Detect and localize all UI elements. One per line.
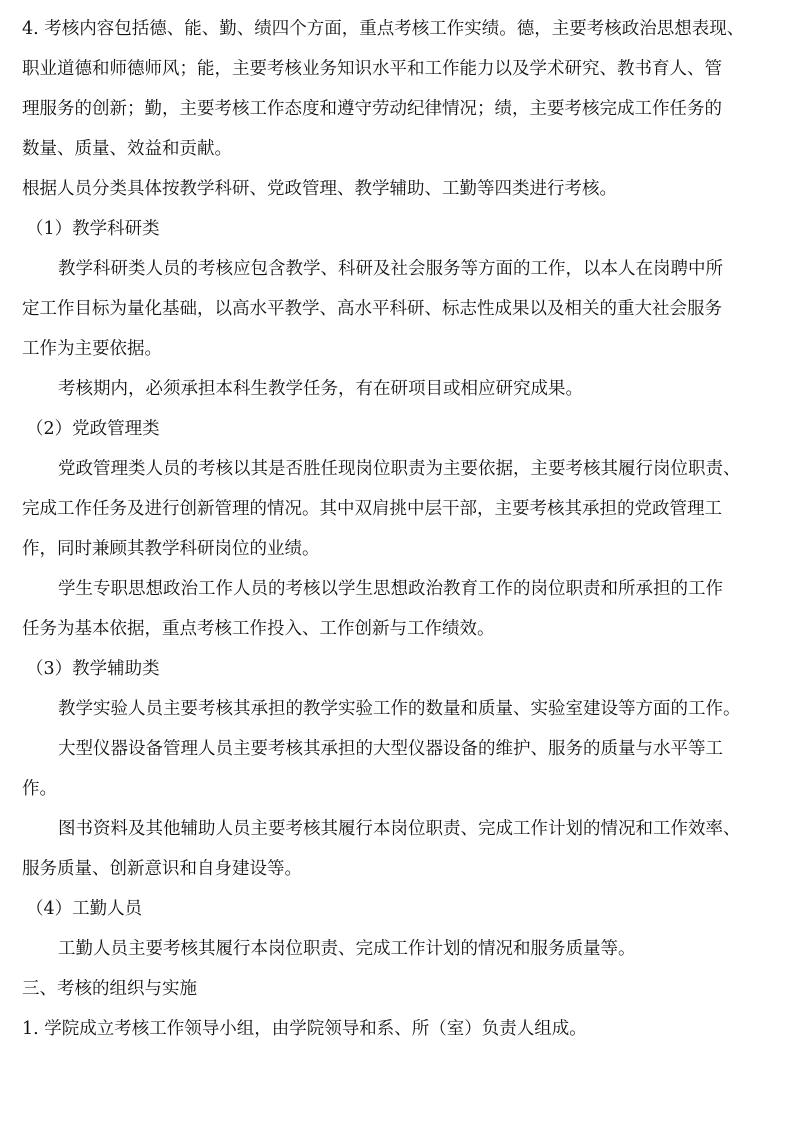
section-heading: （3）教学辅助类 (26, 659, 160, 679)
section-heading: 三、考核的组织与实施 (22, 979, 197, 999)
text-line: 工勤人员主要考核其履行本岗位职责、完成工作计划的情况和服务质量等。 (58, 939, 636, 959)
text-line: 大型仪器设备管理人员主要考核其承担的大型仪器设备的维护、服务的质量与水平等工 (58, 739, 723, 759)
text-line: 1. 学院成立考核工作领导小组，由学院领导和系、所（室）负责人组成。 (22, 1019, 587, 1039)
text-line: 教学科研类人员的考核应包含教学、科研及社会服务等方面的工作，以本人在岗聘中所 (58, 259, 723, 279)
text-line: 服务质量、创新意识和自身建设等。 (22, 859, 302, 879)
text-line: 图书资料及其他辅助人员主要考核其履行本岗位职责、完成工作计划的情况和工作效率、 (58, 819, 741, 839)
section-heading: （4）工勤人员 (26, 899, 143, 919)
text-line: 职业道德和师德师风；能，主要考核业务知识水平和工作能力以及学术研究、教书育人、管 (22, 59, 722, 79)
text-line: 工作为主要依据。 (22, 339, 162, 359)
text-line: 考核期内，必须承担本科生教学任务，有在研项目或相应研究成果。 (58, 379, 583, 399)
text-line: 4. 考核内容包括德、能、勤、绩四个方面，重点考核工作实绩。德，主要考核政治思想表现、 (22, 19, 745, 39)
text-line: 作，同时兼顾其教学科研岗位的业绩。 (22, 539, 320, 559)
section-heading: （1）教学科研类 (26, 219, 160, 239)
text-line: 定工作目标为量化基础，以高水平教学、高水平科研、标志性成果以及相关的重大社会服务 (22, 299, 722, 319)
text-line: 党政管理类人员的考核以其是否胜任现岗位职责为主要依据，主要考核其履行岗位职责、 (58, 459, 741, 479)
text-line: 作。 (22, 779, 57, 799)
text-line: 任务为基本依据，重点考核工作投入、工作创新与工作绩效。 (22, 619, 495, 639)
text-line: 理服务的创新；勤，主要考核工作态度和遵守劳动纪律情况；绩，主要考核完成工作任务的 (22, 99, 722, 119)
text-line: 数量、质量、效益和贡献。 (22, 139, 232, 159)
text-line: 学生专职思想政治工作人员的考核以学生思想政治教育工作的岗位职责和所承担的工作 (58, 579, 723, 599)
text-line: 根据人员分类具体按教学科研、党政管理、教学辅助、工勤等四类进行考核。 (22, 179, 617, 199)
text-line: 完成工作任务及进行创新管理的情况。其中双肩挑中层干部，主要考核其承担的党政管理工 (22, 499, 722, 519)
section-heading: （2）党政管理类 (26, 419, 160, 439)
text-line: 教学实验人员主要考核其承担的教学实验工作的数量和质量、实验室建设等方面的工作。 (58, 699, 741, 719)
